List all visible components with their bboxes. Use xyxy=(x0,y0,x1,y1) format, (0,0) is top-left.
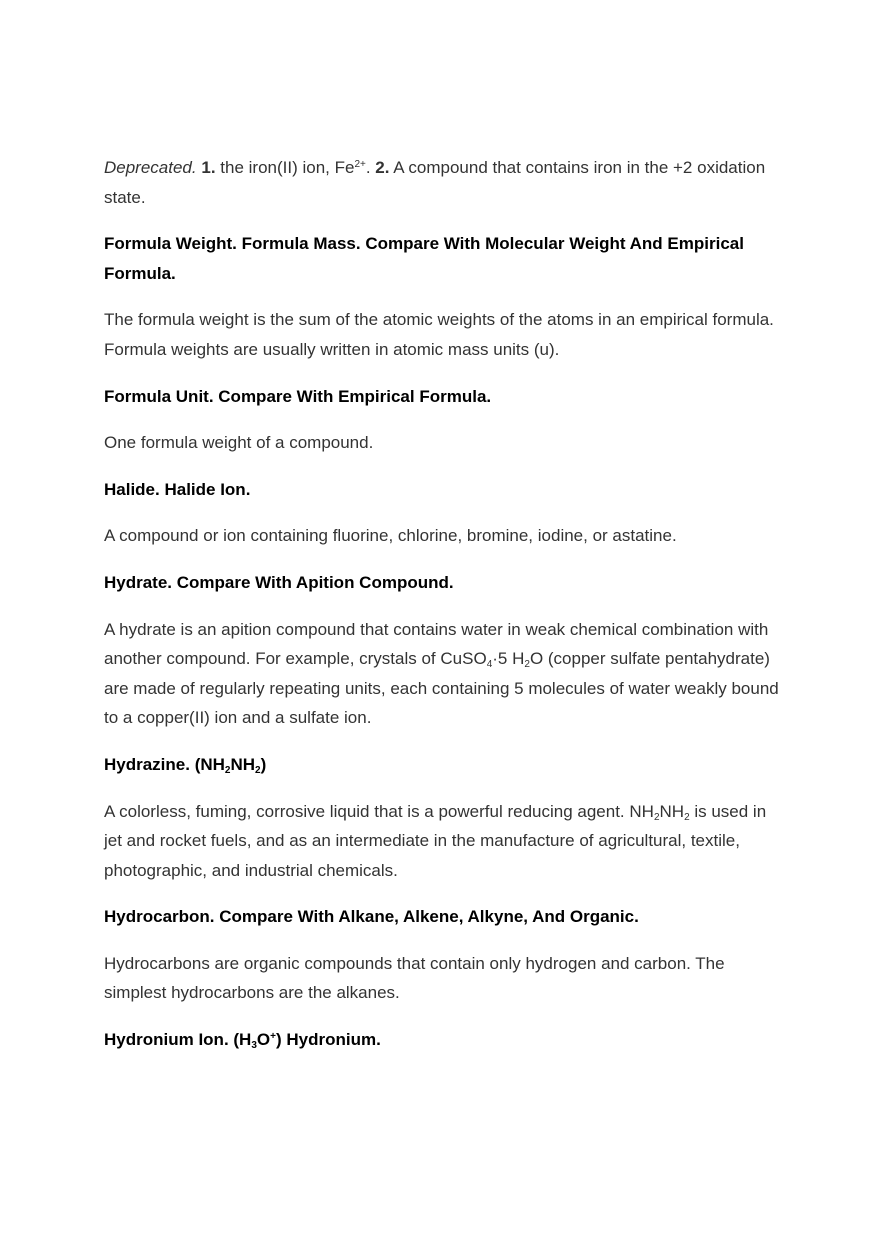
subscript: 3 xyxy=(251,1040,257,1052)
text-run: ) Hydronium. xyxy=(275,1030,381,1050)
hydrocarbon-heading: Hydrocarbon. Compare With Alkane, Alkene, Alkyne, And Organic. xyxy=(104,907,639,927)
text-run: A colorless, fuming, corrosive liquid that is a powerful reducing agent. NH xyxy=(104,801,654,821)
formula-unit-heading: Formula Unit. Compare With Empirical Formula. xyxy=(104,386,492,406)
hydrazine-definition xyxy=(104,797,780,886)
hydrate-heading: Hydrate. Compare With Apition Compound. xyxy=(104,572,454,592)
text-run: ·5 H xyxy=(492,649,525,669)
ferrous-definition xyxy=(104,153,780,212)
subscript: 2 xyxy=(524,659,530,671)
hydrate-definition xyxy=(104,615,780,733)
text-run: A compound that contains iron in the +2 oxidation state. xyxy=(104,158,766,207)
text-run: NH xyxy=(230,754,256,774)
subscript: 2 xyxy=(653,811,660,823)
subscript: 4 xyxy=(486,659,493,671)
hydrazine-heading xyxy=(104,750,780,780)
text-run: the iron(II) ion, Fe xyxy=(215,158,355,177)
hydrocarbon-definition: Hydrocarbons are organic compounds that contain only hydrogen and carbon. The simplest hydrocarbons are the alkanes. xyxy=(104,953,725,1003)
formula-unit-definition: One formula weight of a compound. xyxy=(104,433,374,453)
text-run: O (copper sulfate pentahydrate) are made of regularly repeating units, each containing 5 molecules of water weakly bound to a copper(II) ion and a sulfate ion. xyxy=(104,649,779,728)
sense-number: 1. xyxy=(201,158,216,177)
superscript: + xyxy=(270,1031,276,1043)
text-run: ) xyxy=(260,754,267,774)
subscript: 2 xyxy=(224,764,231,776)
deprecated-label: Deprecated. xyxy=(104,158,197,177)
text-run: NH xyxy=(659,801,685,821)
superscript: 2+ xyxy=(354,159,366,170)
subscript: 2 xyxy=(684,811,690,823)
halide-definition: A compound or ion containing fluorine, chlorine, bromine, iodine, or astatine. xyxy=(104,526,677,546)
subscript: 2 xyxy=(255,764,261,776)
text-run: O xyxy=(256,1030,271,1050)
hydronium-heading xyxy=(104,1025,780,1055)
formula-weight-heading: Formula Weight. Formula Mass. Compare With Molecular Weight And Empirical Formula. xyxy=(104,234,744,283)
text-run: . xyxy=(365,158,376,177)
formula-weight-definition: The formula weight is the sum of the atomic weights of the atoms in an empirical formula. Formula weights are usually written in atomic mass units (u). xyxy=(104,310,774,359)
text-run: Hydronium Ion. (H xyxy=(104,1030,252,1050)
halide-heading: Halide. Halide Ion. xyxy=(104,479,251,499)
sense-number: 2. xyxy=(375,158,390,177)
text-run: A hydrate is an apition compound that contains water in weak chemical combination with another compound. For example, crystals of CuSO xyxy=(104,619,769,669)
text-run: is used in jet and rocket fuels, and as an intermediate in the manufacture of agricultural, textile, photographic, and industrial chemicals. xyxy=(104,801,767,880)
text-run: Hydrazine. (NH xyxy=(104,754,225,774)
